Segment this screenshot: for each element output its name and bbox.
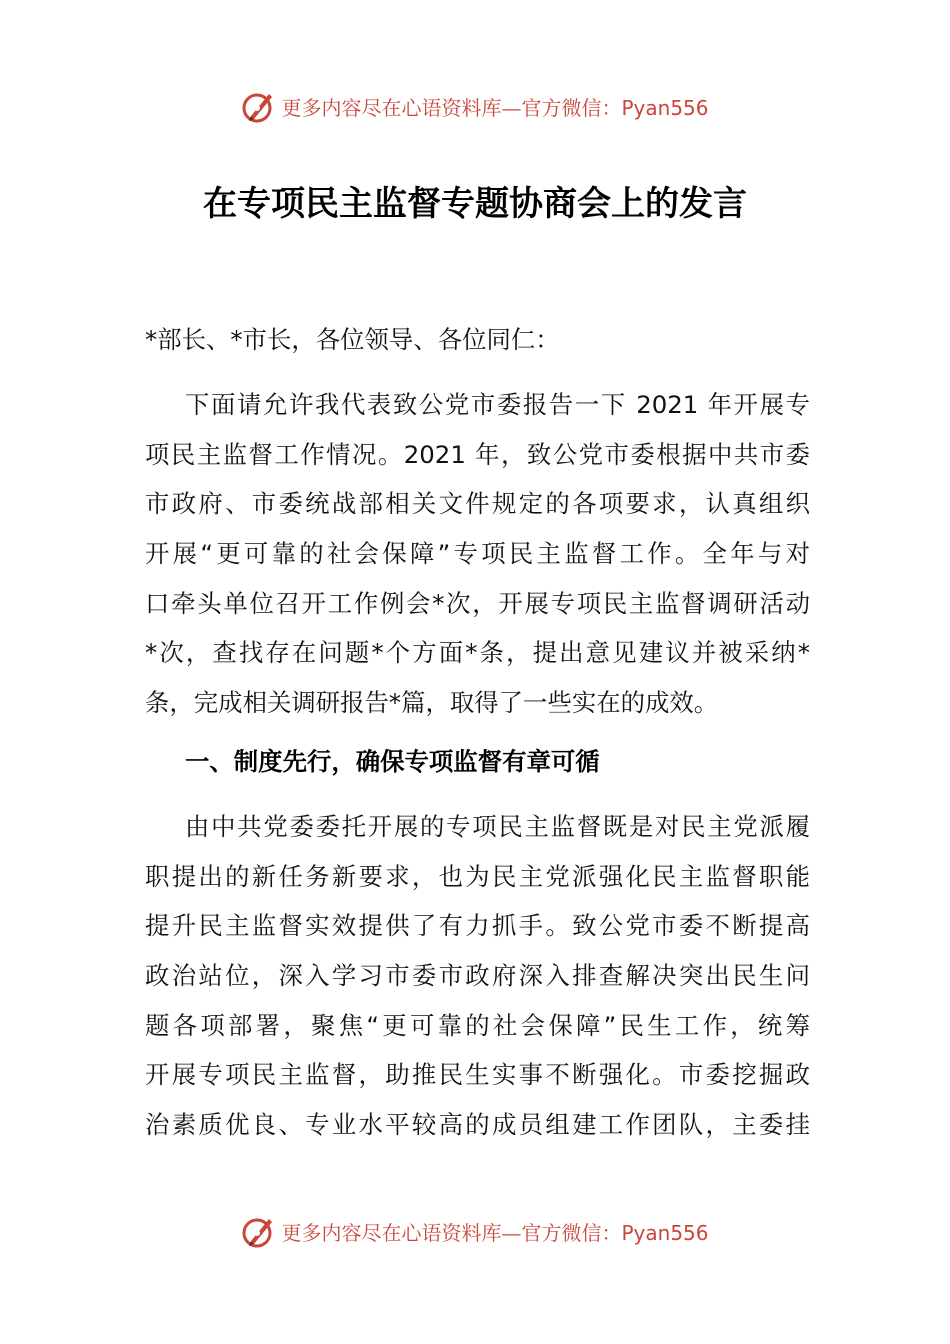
paragraph-1 [145, 380, 810, 728]
salutation: *部长、*市长，各位领导、各位同仁： [145, 325, 560, 354]
watermark-wechat-id: Pyan556 [621, 1220, 709, 1245]
footer-watermark [0, 1211, 950, 1251]
paragraph-line: 题各项部署，聚焦“更可靠的社会保障”民生工作，统筹 [145, 1010, 810, 1040]
paragraph-line: 下面请允许我代表致公党市委报告一下 2021 年开展专 [185, 390, 810, 419]
paragraph-line: *次，查找存在问题*个方面*条，提出意见建议并被采纳* [145, 638, 810, 668]
pen-circle-logo-icon [241, 1213, 277, 1249]
watermark-wechat-id: Pyan556 [621, 95, 709, 120]
paragraph-line: 开展专项民主监督，助推民生实事不断强化。市委挖掘政 [145, 1060, 810, 1090]
paragraph-2 [145, 802, 810, 1150]
section-heading: 一、制度先行，确保专项监督有章可循 [185, 747, 600, 776]
document-title: 在专项民主监督专题协商会上的发言 [203, 184, 747, 224]
watermark-label: 更多内容尽在心语资料库—官方微信： [281, 95, 622, 120]
paragraph-line: 政治站位，深入学习市委市政府深入排查解决突出民生问 [145, 961, 810, 991]
watermark-text [281, 1217, 708, 1246]
paragraph-line: 职提出的新任务新要求，也为民主党派强化民主监督职能 [145, 861, 810, 891]
watermark-text [281, 92, 708, 121]
paragraph-line: 提升民主监督实效提供了有力抓手。致公党市委不断提高 [145, 911, 810, 941]
paragraph-line: 市政府、市委统战部相关文件规定的各项要求，认真组织 [145, 489, 810, 519]
pen-circle-logo-icon [241, 88, 277, 124]
paragraph-line: 开展“更可靠的社会保障”专项民主监督工作。全年与对 [145, 539, 810, 569]
paragraph-line: 口牵头单位召开工作例会*次，开展专项民主监督调研活动 [145, 588, 810, 618]
watermark-label: 更多内容尽在心语资料库—官方微信： [281, 1220, 622, 1245]
header-watermark [0, 86, 950, 126]
paragraph-line: 由中共党委委托开展的专项民主监督既是对民主党派履 [185, 812, 810, 841]
paragraph-line: 条，完成相关调研报告*篇，取得了一些实在的成效。 [145, 688, 719, 718]
paragraph-line: 项民主监督工作情况。2021 年，致公党市委根据中共市委 [145, 439, 810, 469]
paragraph-line: 治素质优良、专业水平较高的成员组建工作团队，主委挂 [145, 1110, 810, 1140]
